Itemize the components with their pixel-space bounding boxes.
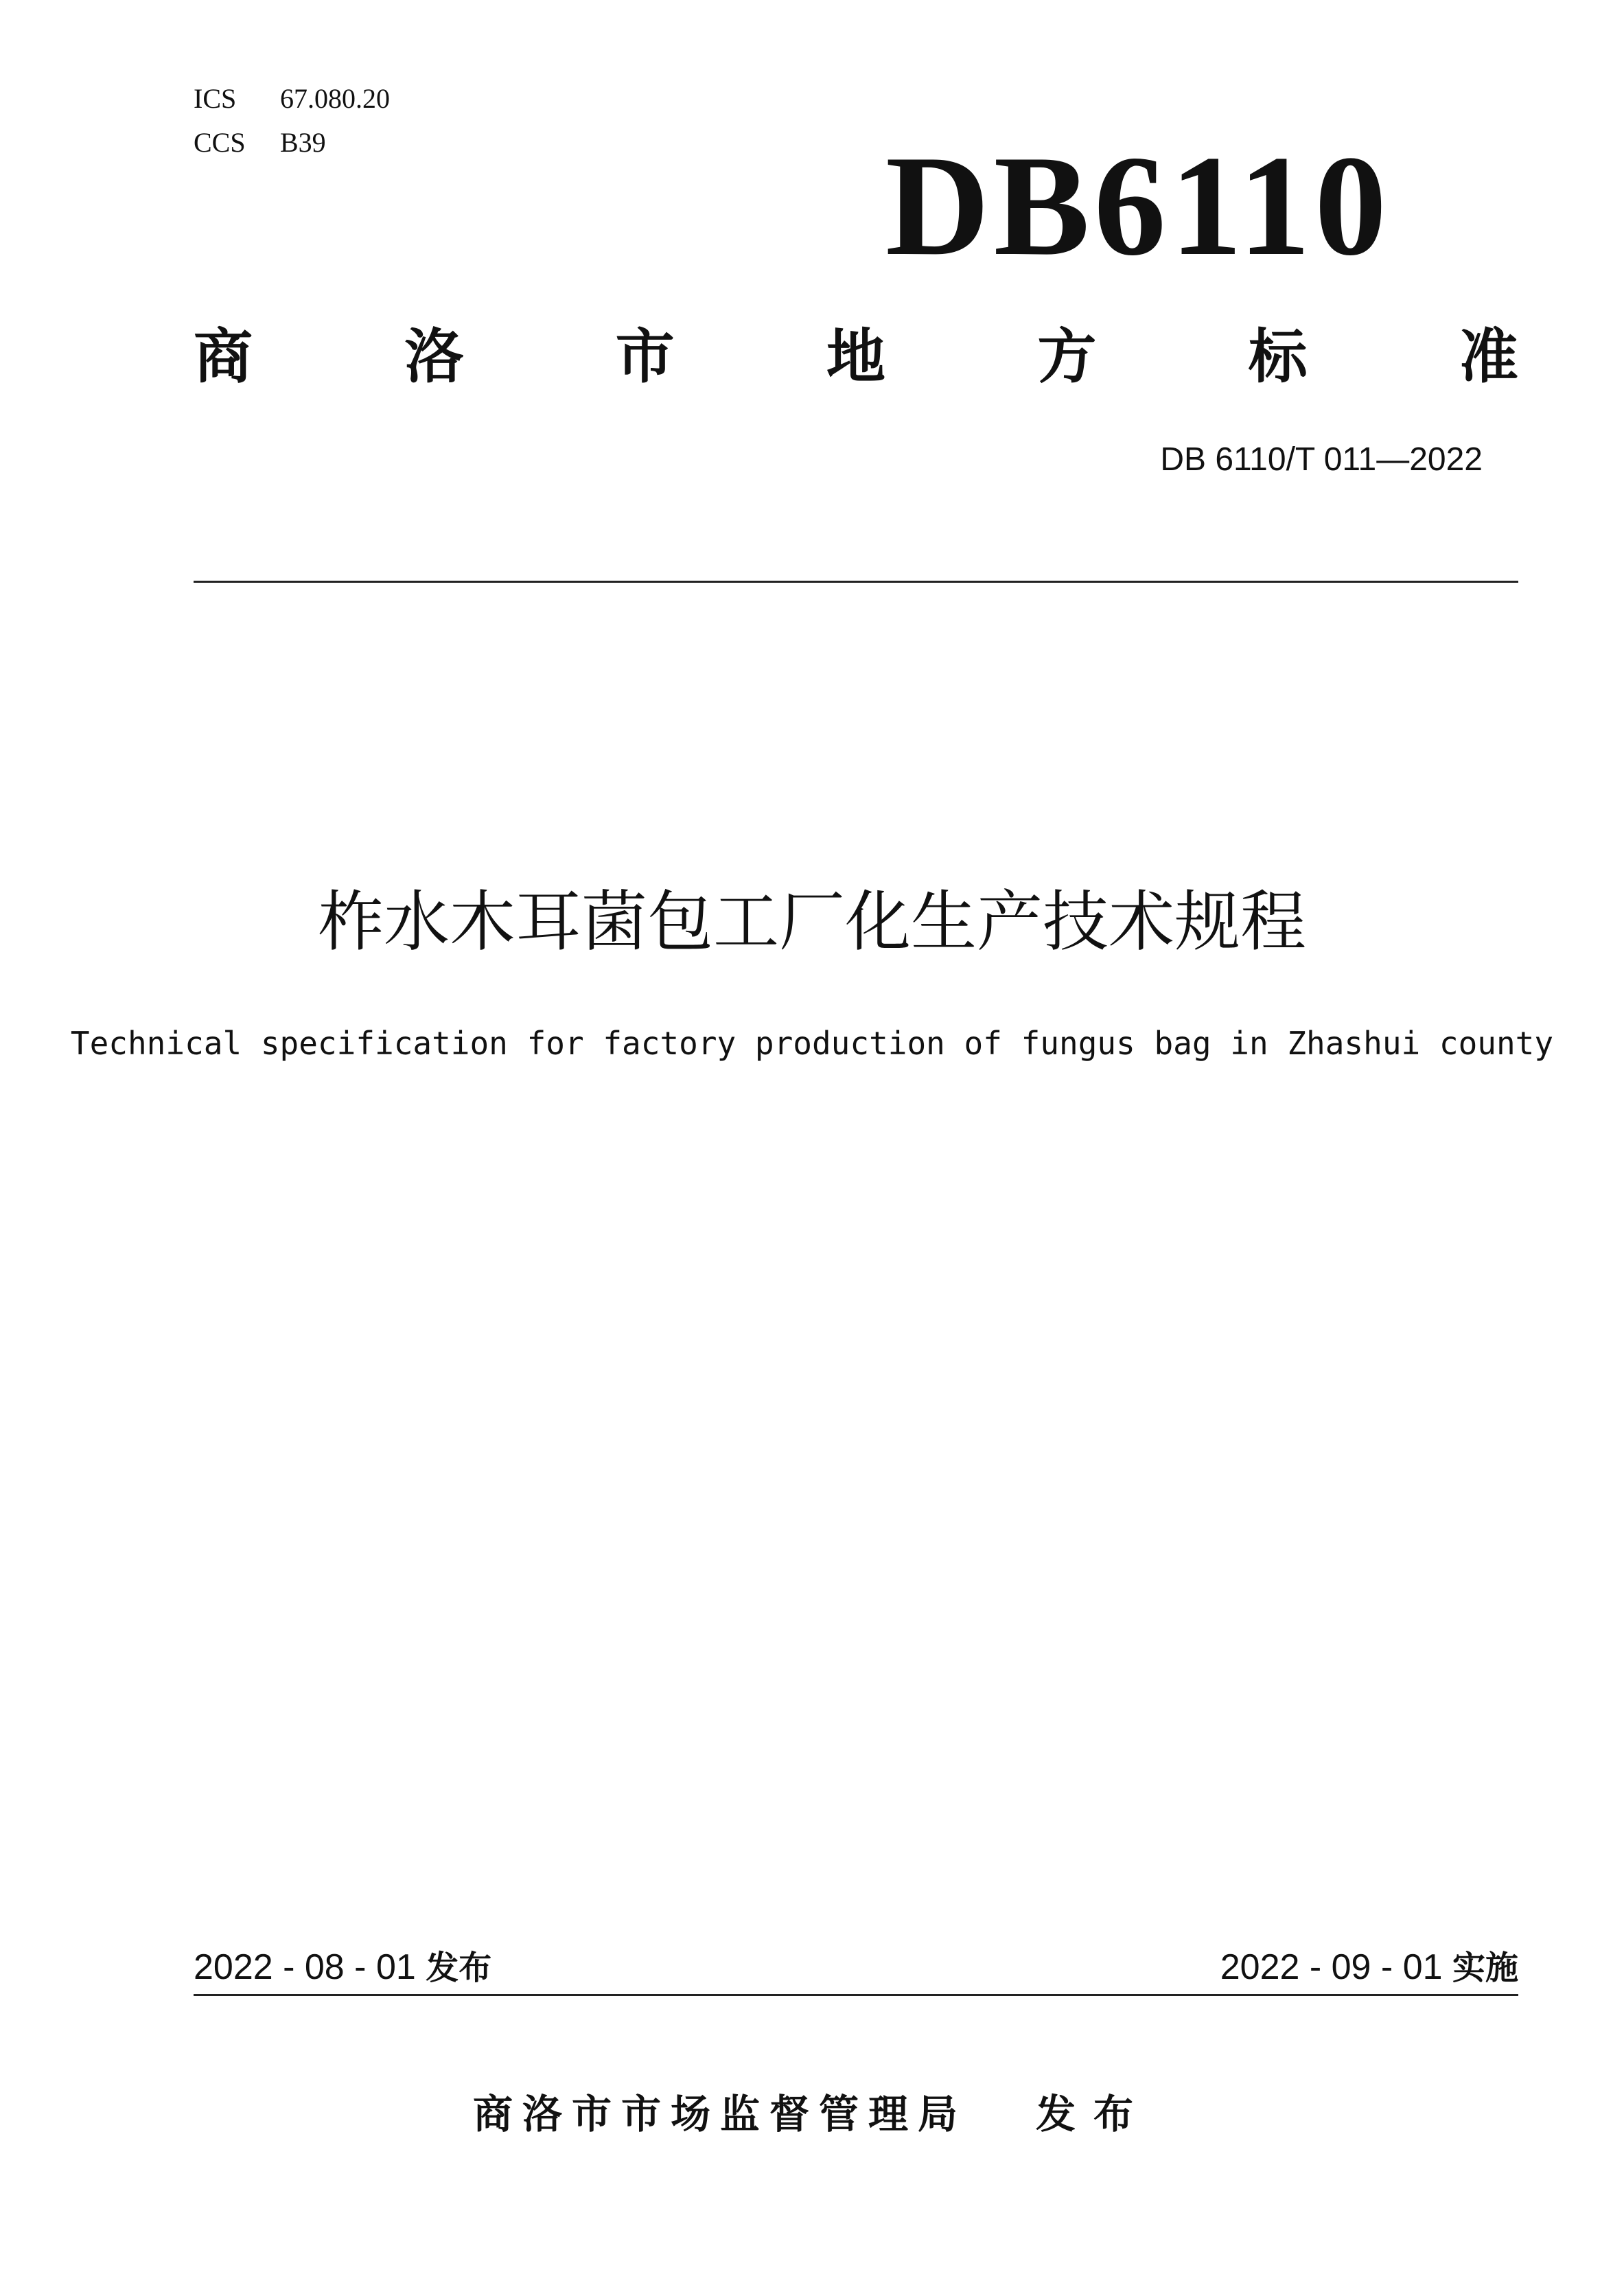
footer-divider [194,1994,1518,1996]
standard-type-char: 准 [1459,323,1518,391]
title-english: Technical specification for factory production of fungus bag in Zhashui county [70,1025,1554,1062]
standard-type-char: 市 [615,323,675,391]
issuer-name: 商洛市市场监督管理局 [472,2091,967,2137]
ccs-line [194,126,326,159]
publish-label: 发布 [426,1949,492,1987]
standard-type-char: 标 [1248,323,1308,391]
header-divider [194,581,1518,583]
ics-line [194,82,390,115]
standard-code: DB6110 [885,126,1391,286]
ccs-code: B39 [280,127,326,158]
issuer-action: 发布 [1036,2091,1152,2137]
implement-date: 2022 - 09 - 01 [1220,1947,1443,1987]
standard-type [194,316,1518,398]
standard-type-char: 商 [194,323,253,391]
publish-date: 2022 - 08 - 01 [194,1947,416,1987]
implement-label: 实施 [1452,1949,1518,1987]
ics-label: ICS [194,83,237,114]
ccs-label: CCS [194,127,246,158]
ics-code: 67.080.20 [280,83,390,114]
publish-date-line [194,1945,491,1990]
standard-number: DB 6110/T 011—2022 [1160,441,1483,478]
title-chinese: 柞水木耳菌包工厂化生产技术规程 [318,883,1306,960]
standard-type-char: 洛 [404,323,464,391]
standard-type-char: 方 [1037,323,1097,391]
issuer-line [0,2087,1624,2142]
standard-type-char: 地 [826,323,885,391]
implement-date-line [1030,1945,1518,1990]
